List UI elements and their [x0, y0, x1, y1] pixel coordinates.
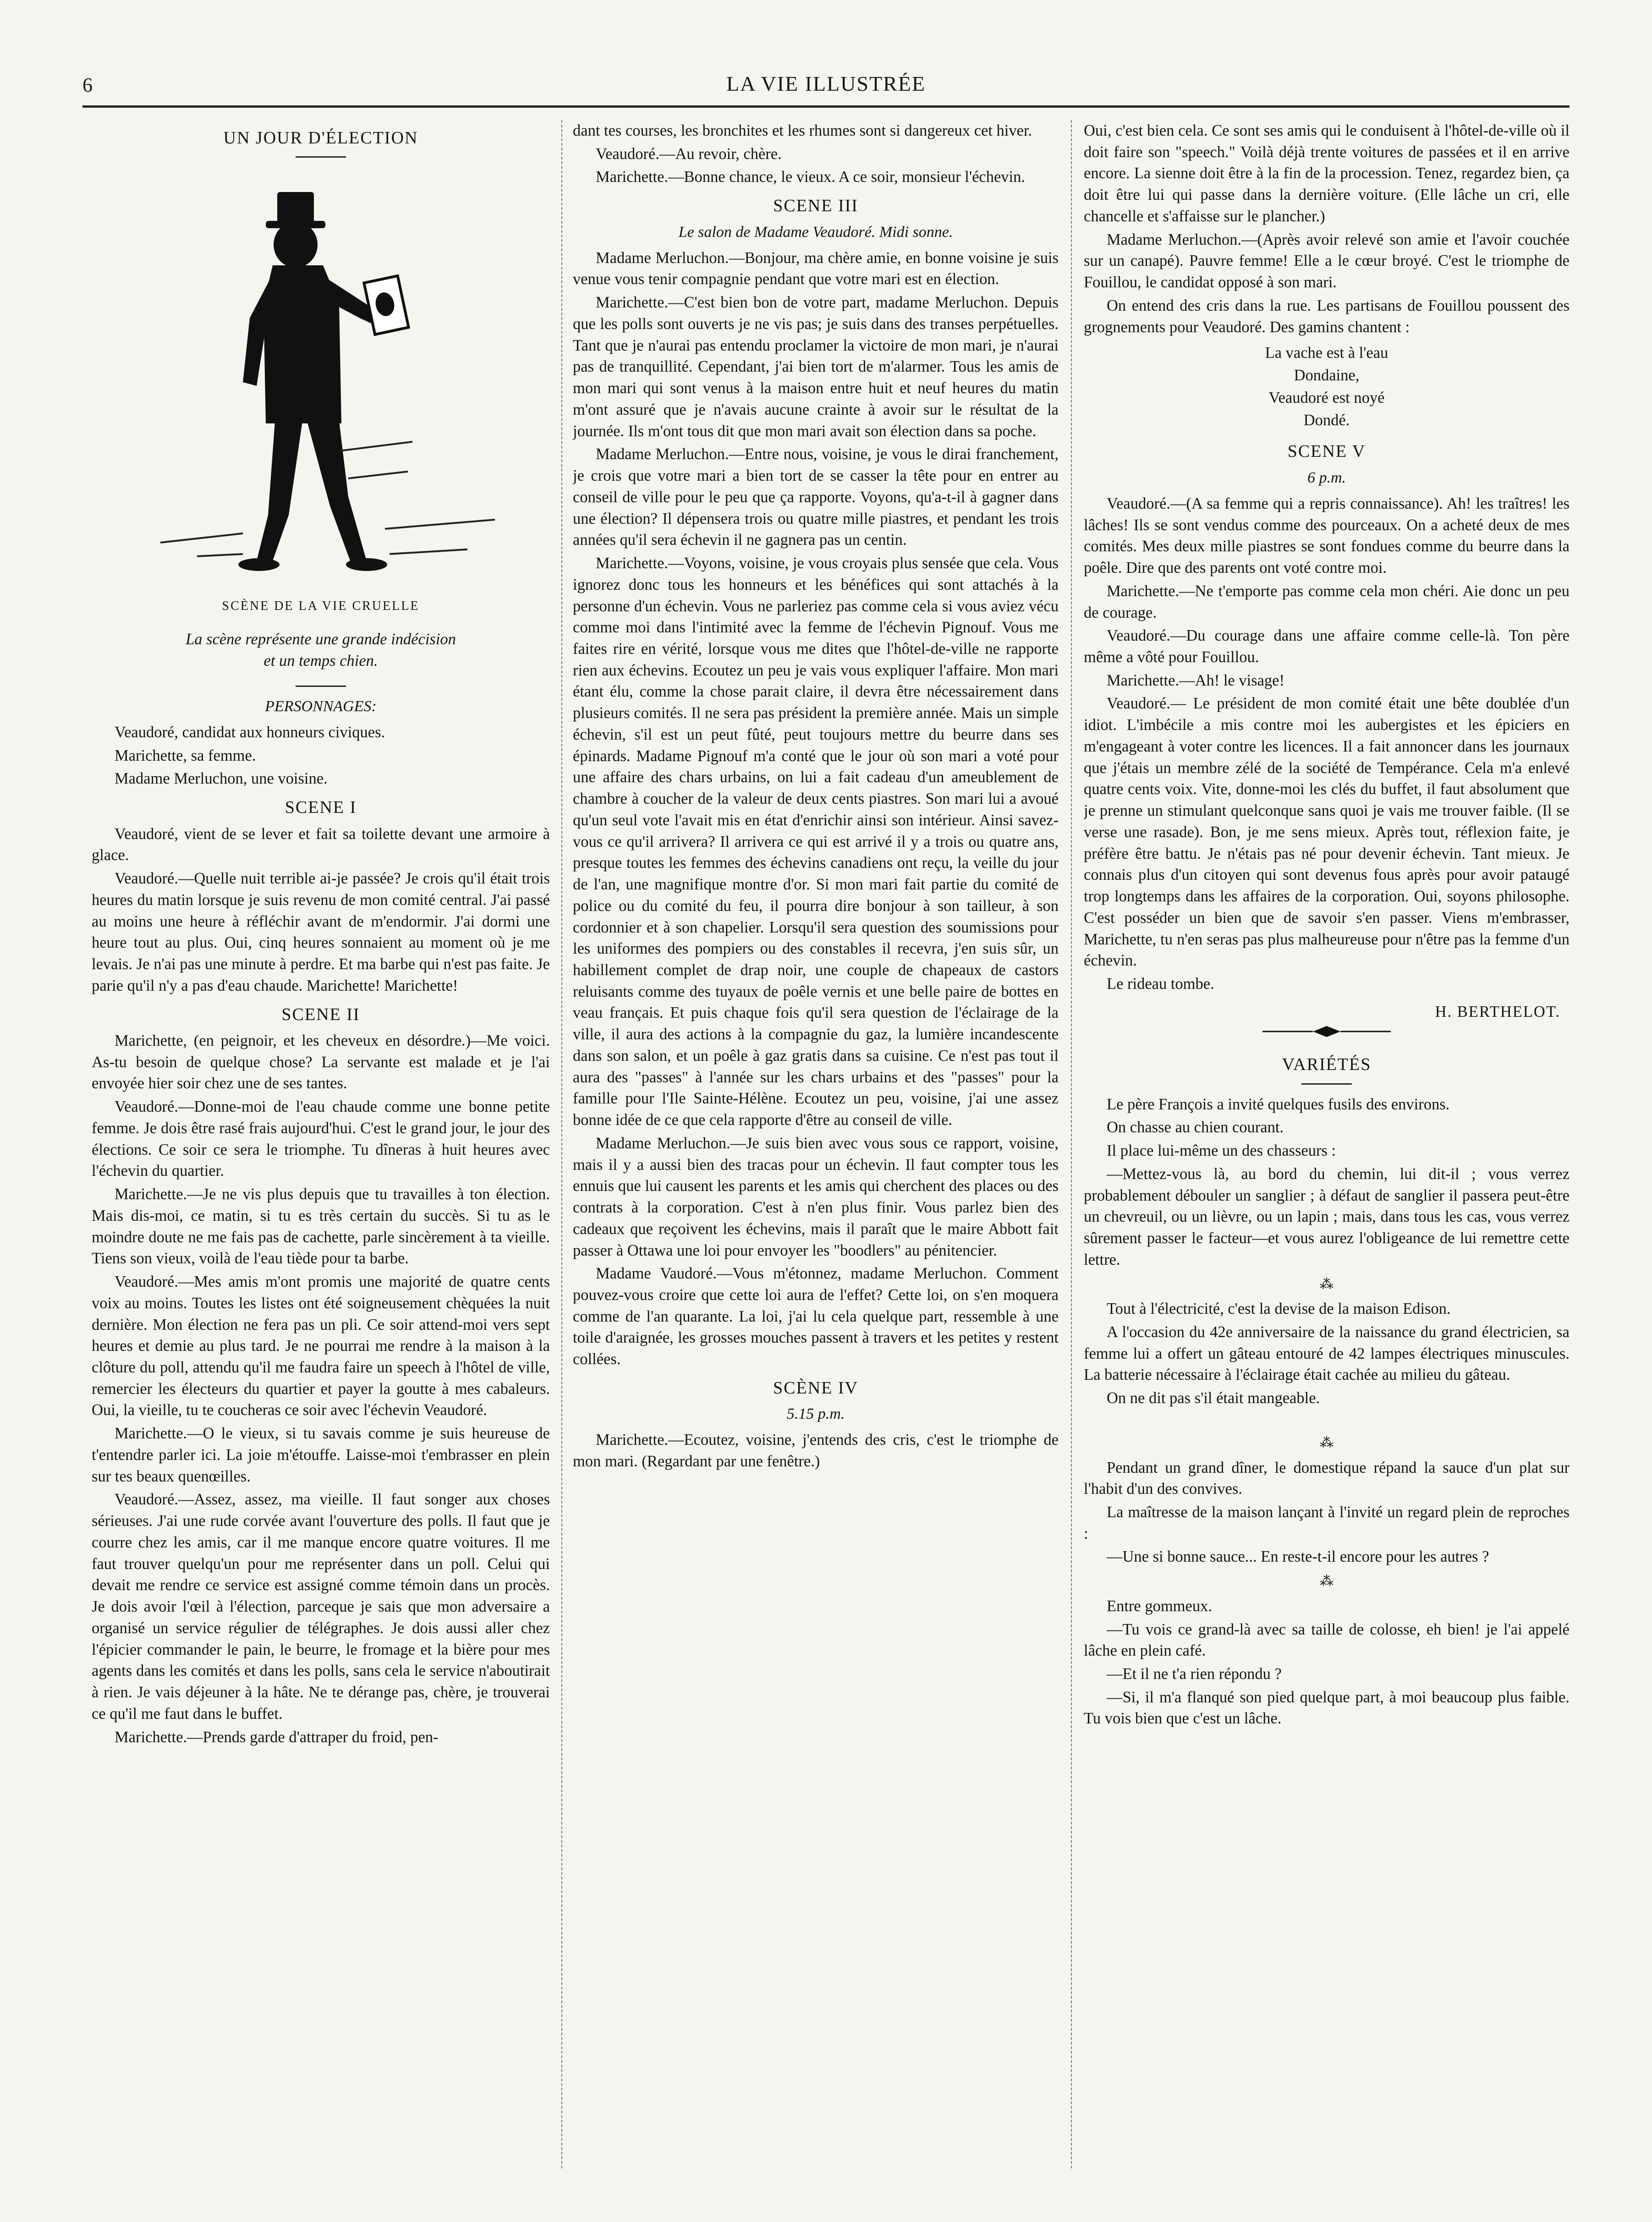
scene-2-title: SCENE II [281, 1004, 360, 1024]
page-number: 6 [82, 74, 93, 96]
column-divider [1071, 120, 1072, 2168]
column-1 [92, 120, 550, 2168]
paragraph: Marichette.—Ecoutez, voisine, j'entends des cris, c'est le triomphe de mon mari. (Regardant par une fenêtre.) [573, 1431, 1059, 1470]
article-title: UN JOUR D'ÉLECTION [223, 128, 418, 148]
paragraph: Marichette, (en peignoir, et les cheveux en désordre.)—Me voici. As-tu besoin de quelque chose? La servante est malade et je l'ai envoyée hier soir chez une de ses tantes. [92, 1032, 550, 1092]
scene-3-subtitle: Le salon de Madame Veaudoré. Midi sonne. [678, 223, 953, 241]
paragraph: Marichette.—Bonne chance, le vieux. A ce soir, monsieur l'échevin. [596, 168, 1025, 186]
paragraph: Madame Merluchon.—(Après avoir relevé son amie et l'avoir couchée sur un canapé). Pauvre femme! Elle a le cœur broyé. C'est le triomphe de Fouillou, le candidat opposé à son mari. [1084, 230, 1570, 291]
paragraph: Pendant un grand dîner, le domestique répand la sauce d'un plat sur l'habit d'un des convives. [1084, 1459, 1570, 1498]
paragraph: On ne dit pas s'il était mangeable. [1107, 1389, 1320, 1407]
journal-title: LA VIE ILLUSTRÉE [726, 72, 926, 95]
paragraph: Madame Vaudoré.—Vous m'étonnez, madame Merluchon. Comment pouvez-vous croire que cette loi aura de l'effet? Cette loi, on s'en moquera comme de l'an quarante. La loi, j'ai lu cela quelque part, ressemble à une toile d'araignée, les grosses mouches passent à travers et les petites y restent collées. [573, 1265, 1059, 1368]
paragraph: Oui, c'est bien cela. Ce sont ses amis qui le conduisent à l'hôtel-de-ville où il doit faire son "speech." Voilà déjà trente voitures de passées et il en arrive encore. La sienne doit être à la fin de la procession. Tenez, regardez bien, ça doit être lui qui passe dans la dernière voiture. (Elle lâche un cri, elle chancelle et s'affaisse sur le plancher.) [1084, 122, 1570, 225]
song-verse [1084, 342, 1570, 431]
column-divider [561, 120, 562, 2168]
column-3 [1084, 120, 1570, 2168]
author-signature: H. BERTHELOT. [1435, 1003, 1560, 1020]
silhouette-illustration [92, 167, 550, 593]
asterism-divider: ⁂ [1320, 1435, 1334, 1450]
paragraph: La maîtresse de la maison lançant à l'invité un regard plein de reproches : [1084, 1503, 1570, 1542]
paragraph: Marichette.—Je ne vis plus depuis que tu travailles à ton élection. Mais dis-moi, ce matin, si tu es très certain du succès. Si tu as le moindre doute ne me fais pas de cachette, parle sincèrement à ta vieille. Tiens son vieux, voilà de l'eau tiède pour ta barbe. [92, 1185, 550, 1267]
paragraph: Entre gommeux. [1107, 1597, 1212, 1615]
scene-1-title: SCENE I [285, 798, 357, 817]
paragraph: Veaudoré.—(A sa femme qui a repris connaissance). Ah! les traîtres! les lâches! Ils se sont vendus comme des pourceaux. On a acheté deux de mes comités. Mes deux mille piastres se sont fondues comme du beurre dans la poêle. Dire que des parents ont voté contre moi. [1084, 494, 1570, 577]
paragraph: Madame Merluchon.—Je suis bien avec vous sous ce rapport, voisine, mais il y a aussi bien des tracas pour un échevin. Il faut compter tous les ennuis que lui causent les parents et les amis qui cherchent des places ou des contrats à la corporation. C'est à n'en plus finir. Vous parlez bien des cadeaux que reçoivent les échevins, mais il paraît que le maire Abbott fait passer à Ottawa une loi pour envoyer les "boodlers" au pénitencier. [573, 1134, 1059, 1259]
paragraph: Tout à l'électricité, c'est la devise de la maison Edison. [1107, 1300, 1451, 1318]
title-rule [296, 156, 346, 158]
scene-4-time: 5.15 p.m. [786, 1405, 845, 1423]
section-rule [1301, 1083, 1352, 1085]
paragraph: Veaudoré.—Assez, assez, ma vieille. Il faut songer aux choses sérieuses. J'ai une rude corvée avant l'ouverture des polls. Il faut que je courre chez les amis, car il me manque encore quatre voitures. Il me faut trouver quelqu'un pour me représenter dans un poll. Celui qui devait me rendre ce service est assigné comme témoin dans un procès. Je dois avoir l'œil à l'élection, parceque je sais que mon adversaire a organisé un service régulier de télégraphes. Je dois aussi aller chez l'épicier commander le pain, le beurre, le fromage et la bière pour mes agents dans les comités et dans les polls, sans cela le service n'aboutirait à rien. Je vais déjeuner à la hâte. Ne te dérange pas, chère, je trouverai ce qu'il me faut dans le buffet. [92, 1491, 550, 1723]
illustration-caption: SCÈNE DE LA VIE CRUELLE [222, 599, 420, 614]
section-rule [296, 686, 346, 687]
song-line: Veaudoré est noyé [1268, 389, 1385, 406]
paragraph: Marichette.—Voyons, voisine, je vous croyais plus sensée que cela. Vous ignorez donc tous les honneurs et les bénéfices qui sont attachés à la personne d'un échevin. Vous ne parleriez pas comme cela si vous aviez vécu comme moi dans l'intimité avec la femme de l'échevin Pignouf. Vous me faites rire en vérité, lorsque vous me dites que l'hôtel-de-ville ne rapporte rien aux échevins. Ecoutez un peu je vais vous expliquer l'affaire. Mon mari étant élu, comme la chose parait claire, il devra être nécessairement dans plusieurs comités. Il ne sera pas président la première année. Mais un simple échevin, s'il est un peut fûté, peut toujours mettre du beurre dans ses épinards. Madame Pignouf m'a conté que le jour où son mari a voté pour une affaire des chars urbains, on lui a fait cadeau d'un ameublement de chambre à coucher de la valeur de deux cents piastres. Son mari lui a avoué qu'un seul vote l'avait mis en état d'enrichir ainsi son intérieur. Ainsi savez-vous ce qu'il arrivera? Il arrivera ce qui est arrivé il y a trois ou quatre ans, presque toutes les femmes des échevins canadiens ont reçu, la veille du jour de l'an, une magnifique montre d'or. Si mon mari fait partie du comité de police ou du comité du feu, il pourra dire bonjour à son tailleur, à son cordonnier et à son chapelier. Lorsqu'il sera question des soumissions pour les uniformes des pompiers ou des constables il recevra, j'en suis sûr, un habillement complet de drap noir, une couple de chapeaux de castors reluisants comme des tuyaux de poêle vernis et une belle paire de bottes en veau français. Et puis chaque fois qu'il sera question de l'éclairage de la ville, il aura des actions à la compagnie du gaz, la lumière incandescente dans son salon, et un poêle à gaz gratis dans sa cuisine. Ce n'est pas tout il aura des "passes" à l'année sur les chars urbains et des "passes" pour la famille pour l'Ile Sainte-Hélène. Ecoutez un peu, voisine, j'ai une assez bonne idée de ce que cela rapporte d'être au conseil de ville. [573, 554, 1059, 1129]
paragraph: Veaudoré.—Mes amis m'ont promis une majorité de quatre cents voix au moins. Toutes les listes ont été soigneusement chèquées la nuit dernière. Mon élection ne fera pas un pli. Ce soir attend-moi vers sept heures et demie au plus tard. Je ne pourrai me rendre à la maison à la clôture du poll, attendu qu'il me faudra faire un speech à l'hôtel de ville, remercier les électeurs du quartier et payer la goutte à mes cabaleurs. Oui, la vieille, tu te coucheras ce soir avec l'échevin Veaudoré. [92, 1273, 550, 1419]
scene-3-title: SCENE III [773, 196, 858, 216]
paragraph: Veaudoré.—Quelle nuit terrible ai-je passée? Je crois qu'il était trois heures du matin lorsque je suis revenu de mon comité central. J'ai passé au moins une heure à réfléchir avant de m'endormir. J'ai dormi une heure tout au plus. Oui, cinq heures sonnaient au moment où je me levais. Je n'ai pas une minute à perdre. Et ma barbe qui n'est pas faite. Je parie qu'il n'y a pas d'eau chaude. Marichette! Marichette! [92, 870, 550, 994]
paragraph: Veaudoré.—Au revoir, chère. [596, 145, 782, 163]
varietes-title: VARIÉTÉS [1282, 1055, 1372, 1075]
paragraph: —Mettez-vous là, au bord du chemin, lui dit-il ; vous verrez probablement débouler un sanglier ; à défaut de sanglier il passera peut-être un chevreuil, ou un lièvre, ou un lapin ; mais, dans tous les cas, vous verrez sûrement passer le facteur—et vous aurez l'obligeance de lui remettre cette lettre. [1084, 1165, 1570, 1268]
scene-4-title: SCÈNE IV [773, 1378, 858, 1398]
paragraph: Veaudoré, vient de se lever et fait sa toilette devant une armoire à glace. [92, 825, 550, 864]
paragraph: Marichette.—C'est bien bon de votre part, madame Merluchon. Depuis que les polls sont ouverts je ne vis pas; je suis dans des transes perpétuelles. Tant que je n'aurai pas entendu proclamer la victoire de mon mari, je n'aurai pas de tranquillité. Cependant, j'ai bien tort de m'alarmer. Tous les amis de mon mari qui sont venus à la maison entre huit et neuf heures du matin m'ont assuré que je n'avais aucune crainte à avoir sur le résultat de la journée. Ils m'ont tous dit que mon mari avait son élection dans sa poche. [573, 294, 1059, 440]
paragraph: Veaudoré.—Donne-moi de l'eau chaude comme une bonne petite femme. Je dois être rasé frais aujourd'hui. C'est le grand jour, le jour des élections. Ce soir ce sera le triomphe. Tu dîneras à huit heures avec l'échevin du quartier. [92, 1098, 550, 1180]
scene-5-time: 6 p.m. [1307, 469, 1346, 486]
song-line: Dondé. [1303, 411, 1350, 429]
paragraph: Marichette.—Prends garde d'attraper du froid, pen- [115, 1728, 439, 1746]
paragraph: Le rideau tombe. [1107, 975, 1214, 993]
asterism-divider: ⁂ [1320, 1574, 1334, 1589]
paragraph: Il place lui-même un des chasseurs : [1107, 1142, 1336, 1160]
paragraph: Madame Merluchon.—Entre nous, voisine, je vous le dirai franchement, je crois que votre mari a bien tort de se casser la tête pour en entrer au conseil de ville pour le peu que ça rapporte. Voyons, qu'a-t-il à gagner dans une élection? Il dépensera trois ou quatre mille piastres, et pendant les trois années qu'il sera échevin il ne gagnera pas un centin. [573, 445, 1059, 549]
paragraph: Madame Merluchon.—Bonjour, ma chère amie, en bonne voisine je suis venue vous tenir compagnie pendant que votre mari est en élection. [573, 249, 1059, 288]
paragraph: On entend des cris dans la rue. Les partisans de Fouillou poussent des grognements pour Veaudoré. Des gamins chantent : [1084, 296, 1570, 336]
ornament-divider [1084, 1022, 1570, 1041]
illustration-tagline [92, 629, 550, 671]
song-line: La vache est à l'eau [1265, 344, 1389, 362]
paragraph: Veaudoré.— Le président de mon comité était une bête doublée d'un idiot. L'imbécile a mis contre moi les aubergistes et les épiciers en m'engageant à voter contre les licences. Il a fait annoncer dans les journaux que j'étais un membre zélé de la société de Tempérance. Cela m'a enlevé quatre cents voix. Vite, donne-moi les clés du buffet, il faut absolument que je prenne un stimulant quelconque sans quoi je vais me trouver faible. (Il se verse une rasade). Bon, je me sens mieux. Après tout, réflexion faite, je préfère être battu. Je n'étais pas né pour devenir échevin. Tant mieux. Je connais plus d'un citoyen qui sont devenus fous après pour avoir pataugé trop longtemps dans les affaires de la corporation. Oui, soyons philosophe. C'est posséder un bien que de savoir s'en passer. Viens m'embrasser, Marichette, tu n'en seras pas plus malheureuse pour n'être pas la femme d'un échevin. [1084, 695, 1570, 970]
scene-5-title: SCENE V [1287, 442, 1366, 461]
tagline-line: La scène représente une grande indécision [186, 631, 456, 648]
paragraph: A l'occasion du 42e anniversaire de la naissance du grand électricien, sa femme lui a offert un gâteau entouré de 42 lampes électriques minuscules. La batterie nécessaire à l'éclairage était cachée au milieu du gâteau. [1084, 1323, 1570, 1384]
paragraph: —Tu vois ce grand-là avec sa taille de colosse, eh bien! je l'ai appelé lâche en plein café. [1084, 1620, 1570, 1660]
tagline-line: et un temps chien. [263, 652, 378, 670]
paragraph: On chasse au chien courant. [1107, 1119, 1284, 1136]
paragraph: Marichette.—Ne t'emporte pas comme cela mon chéri. Aie donc un peu de courage. [1084, 582, 1570, 621]
personnages-title: PERSONNAGES: [265, 697, 377, 715]
cast-item: Veaudoré, candidat aux honneurs civiques. [115, 723, 385, 741]
paragraph: —Et il ne t'a rien répondu ? [1107, 1665, 1282, 1683]
column-2 [573, 120, 1059, 2168]
asterism-divider: ⁂ [1320, 1276, 1334, 1292]
cast-item: Madame Merluchon, une voisine. [115, 770, 328, 788]
song-line: Dondaine, [1294, 367, 1360, 384]
paragraph: Marichette.—O le vieux, si tu savais comme je suis heureuse de t'entendre parler ici. La joie m'étouffe. Laisse-moi t'embrasser en plein sur tes beaux quenœilles. [92, 1425, 550, 1485]
cast-item: Marichette, sa femme. [115, 746, 256, 764]
paragraph: Veaudoré.—Du courage dans une affaire comme celle-là. Ton père même a vôté pour Fouillou. [1084, 627, 1570, 666]
paragraph: —Si, il m'a flanqué son pied quelque part, à moi beaucoup plus faible. Tu vois bien que c'est un lâche. [1084, 1688, 1570, 1728]
paragraph: Marichette.—Ah! le visage! [1107, 671, 1284, 689]
paragraph: Le père François a invité quelques fusils des environs. [1107, 1095, 1450, 1113]
paragraph: dant tes courses, les bronchites et les rhumes sont si dangereux cet hiver. [573, 122, 1032, 139]
paragraph: —Une si bonne sauce... En reste-t-il encore pour les autres ? [1107, 1548, 1489, 1566]
page-header [82, 69, 1570, 108]
